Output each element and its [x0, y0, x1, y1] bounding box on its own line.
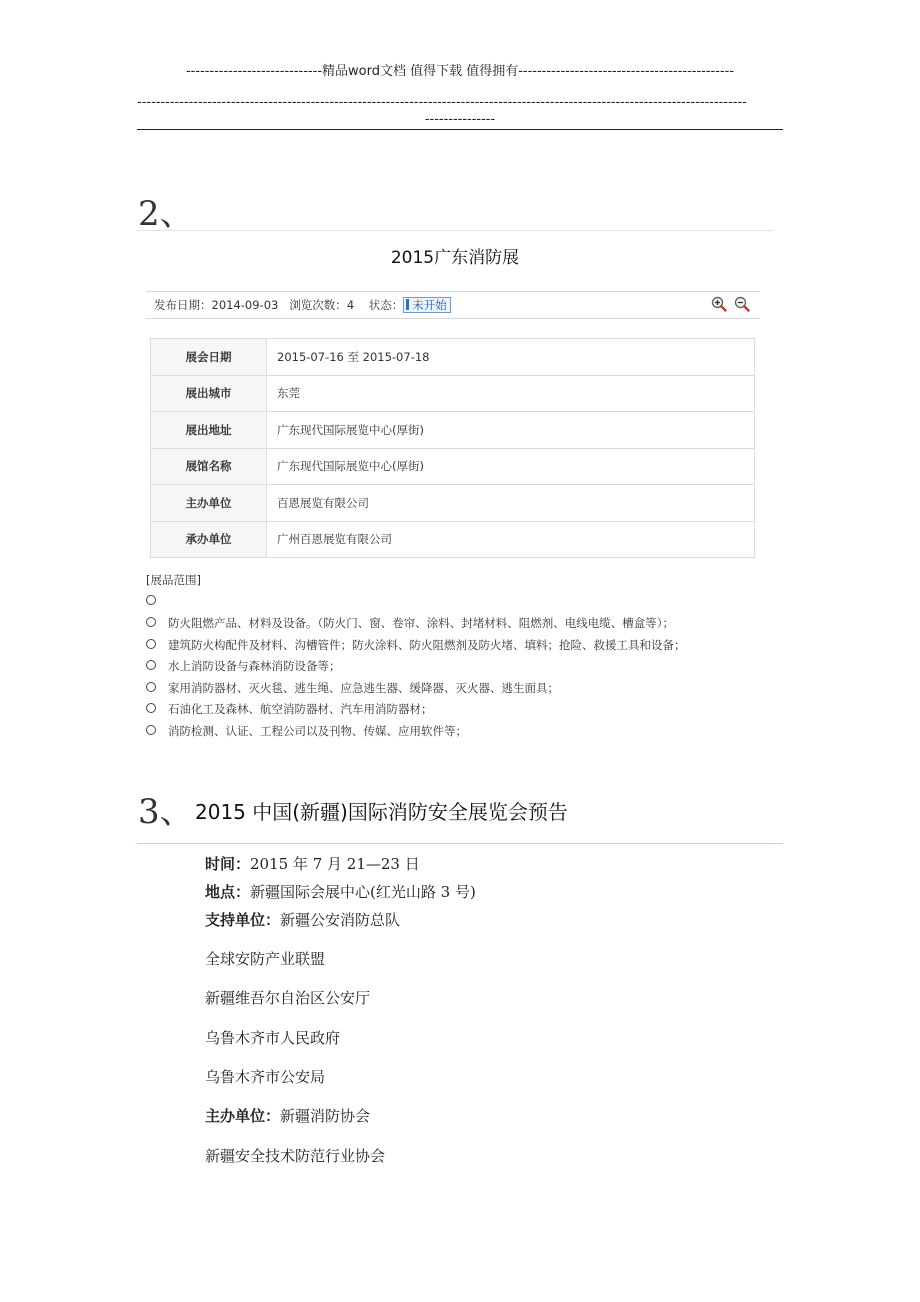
bullet-circle-icon — [146, 682, 156, 692]
table-row — [151, 339, 755, 376]
list-item — [146, 615, 674, 631]
support-unit: 乌鲁木齐市人民政府 — [205, 1029, 341, 1047]
bullet-circle-icon — [146, 725, 156, 735]
table-row — [151, 521, 755, 558]
time-label: 时间： — [205, 855, 251, 873]
row-value: 广州百恩展览有限公司 — [267, 521, 755, 558]
section-3-divider — [137, 843, 783, 844]
support-unit: 乌鲁木齐市公安局 — [205, 1068, 326, 1086]
publish-date-label: 发布日期： — [154, 298, 212, 312]
host-unit: 新疆安全技术防范行业协会 — [205, 1147, 386, 1165]
host-label: 主办单位： — [205, 1107, 281, 1125]
meta-info — [154, 297, 451, 313]
row-value: 百恩展览有限公司 — [267, 485, 755, 522]
list-item — [146, 680, 559, 696]
list-item — [146, 594, 168, 608]
table-row — [151, 375, 755, 412]
exhibition-title: 2015广东消防展 — [390, 248, 520, 268]
list-item — [146, 723, 467, 739]
section-3-number: 3、 — [138, 792, 194, 832]
doc-header-line: -----------------------------精品word文档 值得下载 值得拥有---------------------------------------------- — [185, 64, 735, 79]
row-label: 主办单位 — [151, 485, 267, 522]
row-label: 承办单位 — [151, 521, 267, 558]
meta-bar — [146, 291, 760, 319]
zoom-in-icon[interactable] — [711, 296, 727, 312]
list-item-text: 家用消防器材、灭火毯、逃生绳、应急逃生器、缓降器、灭火器、逃生面具； — [168, 681, 559, 695]
host-first: 新疆消防协会 — [280, 1107, 371, 1125]
row-value: 2015-07-16 至 2015-07-18 — [267, 339, 755, 376]
time-value: 2015 年 7 月 21—23 日 — [250, 855, 420, 873]
views-label: 浏览次数： — [289, 298, 347, 312]
support-units — [205, 909, 400, 930]
views-count: 4 — [346, 298, 355, 312]
section-2-number: 2、 — [138, 194, 194, 234]
bullet-circle-icon — [146, 660, 156, 670]
host-units — [205, 1105, 370, 1126]
bullet-circle-icon — [146, 639, 156, 649]
row-label: 展出城市 — [151, 375, 267, 412]
row-label: 展出地址 — [151, 412, 267, 449]
list-item-text: 消防检测、认证、工程公司以及刊物、传媒、应用软件等； — [168, 724, 467, 738]
scope-heading: [展品范围] — [146, 573, 201, 587]
header-rule — [137, 129, 783, 130]
event-time — [205, 853, 420, 874]
bullet-circle-icon — [146, 617, 156, 627]
row-value: 东莞 — [267, 375, 755, 412]
support-first: 新疆公安消防总队 — [280, 911, 401, 929]
list-item-text: 水上消防设备与森林消防设备等； — [168, 659, 341, 673]
section-3-title: 2015 中国(新疆)国际消防安全展览会预告 — [195, 800, 568, 824]
place-label: 地点： — [205, 883, 251, 901]
support-unit: 新疆维吾尔自治区公安厅 — [205, 989, 371, 1007]
support-unit: 全球安防产业联盟 — [205, 950, 326, 968]
list-item-text: 石油化工及森林、航空消防器材、汽车用消防器材； — [168, 702, 433, 716]
list-item — [146, 637, 686, 653]
list-item — [146, 658, 341, 674]
bullet-circle-icon — [146, 703, 156, 713]
place-value: 新疆国际会展中心(红光山路 3 号) — [250, 883, 476, 901]
event-place — [205, 881, 476, 902]
row-value: 广东现代国际展览中心(厚街) — [267, 448, 755, 485]
status-badge: 未开始 — [403, 297, 451, 313]
list-item-text: 防火阻燃产品、材料及设备。（防火门、窗、卷帘、涂料、封堵材料、阻燃剂、电线电缆、槽盒等）； — [168, 616, 674, 630]
table-row — [151, 485, 755, 522]
zoom-out-icon[interactable] — [734, 296, 750, 312]
table-row — [151, 448, 755, 485]
list-item-text: 建筑防火构配件及材料、沟槽管件；防火涂料、防火阻燃剂及防火堵、填料；抢险、救援工具和设备； — [168, 638, 686, 652]
doc-header-dashes-tail: --------------- — [424, 112, 496, 127]
table-row — [151, 412, 755, 449]
row-value: 广东现代国际展览中心(厚街) — [267, 412, 755, 449]
row-label: 展会日期 — [151, 339, 267, 376]
exhibition-info-table — [150, 338, 755, 558]
doc-header-dashes: ---------------------------------------------------------------------------------------------------------------------------------- — [137, 95, 747, 110]
publish-date: 2014-09-03 — [211, 298, 279, 312]
list-item — [146, 701, 433, 717]
status-label: 状态： — [368, 298, 404, 312]
bullet-circle-icon — [146, 595, 156, 605]
row-label: 展馆名称 — [151, 448, 267, 485]
section-2-divider — [137, 230, 773, 231]
support-label: 支持单位： — [205, 911, 281, 929]
